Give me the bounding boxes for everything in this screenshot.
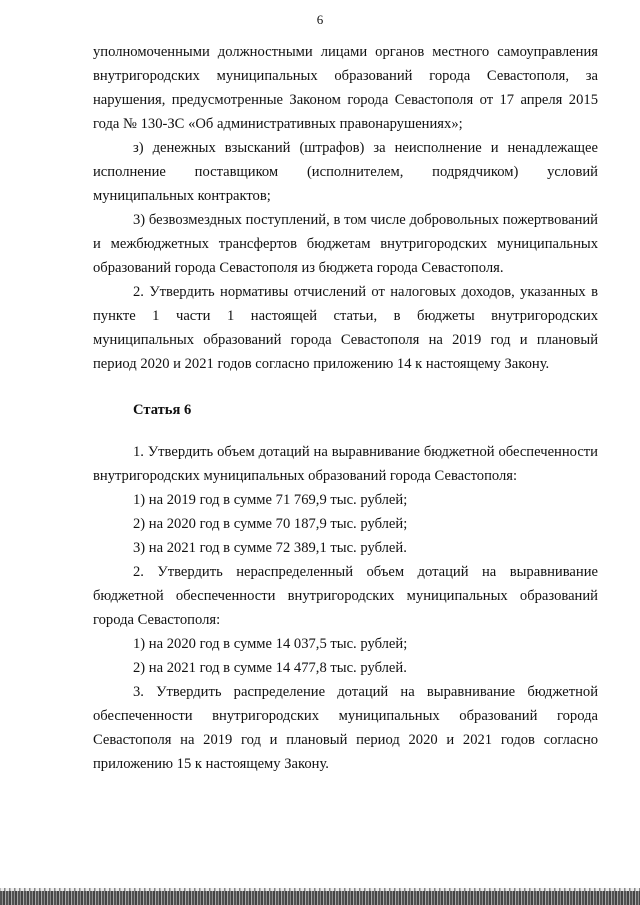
article-paragraph-1: 1. Утвердить объем дотаций на выравнивание бюджетной обеспеченности внутригородских муниципальных образований города Севастополя:: [93, 444, 598, 484]
paragraph-normatives: 2. Утвердить нормативы отчислений от налоговых доходов, указанных в пункте 1 части 1 настоящей статьи, в бюджеты внутригородских муниципальных образований города Севастополя на 2019 год и плановый период 2020 и 2021 годов согласно приложению 14 к настоящему Закону.: [93, 284, 598, 372]
list-item: 3) на 2021 год в сумме 72 389,1 тыс. рублей.: [133, 540, 407, 556]
paragraph-continuation: уполномоченными должностными лицами органов местного самоуправления внутригородских муниципальных образований города Севастополя, за нарушения, предусмотренные Законом города Севастополя от 17 апреля 2015 года № 130-ЗС «Об административных правонарушениях»;: [93, 44, 598, 132]
article-paragraph-2: 2. Утвердить нераспределенный объем дотаций на выравнивание бюджетной обеспеченности внутригородских муниципальных образований города Севастополя:: [93, 564, 598, 628]
paragraph-item-fines: з) денежных взысканий (штрафов) за неисполнение и ненадлежащее исполнение поставщиком (исполнителем, подрядчиком) условий муниципальных контрактов;: [93, 140, 598, 204]
article-paragraph-3: 3. Утвердить распределение дотаций на выравнивание бюджетной обеспеченности внутригородских муниципальных образований города Севастополя на 2019 год и плановый период 2020 и 2021 годов согласно приложению 15 к настоящему Закону.: [93, 684, 598, 772]
article-heading: Статья 6: [133, 402, 192, 418]
list-item: 2) на 2021 год в сумме 14 477,8 тыс. рублей.: [133, 660, 407, 676]
list-item: 1) на 2020 год в сумме 14 037,5 тыс. рублей;: [133, 636, 408, 652]
scan-edge-artifact: [0, 891, 640, 905]
list-item: 2) на 2020 год в сумме 70 187,9 тыс. рублей;: [133, 516, 408, 532]
list-item: 1) на 2019 год в сумме 71 769,9 тыс. рублей;: [133, 492, 408, 508]
paragraph-item-gratuitous-receipts: 3) безвозмездных поступлений, в том числе добровольных пожертвований и межбюджетных трансфертов бюджетам внутригородских муниципальных образований города Севастополя из бюджета города Севастополя.: [93, 212, 598, 276]
page-number: 6: [316, 12, 324, 27]
document-body: [93, 40, 598, 776]
